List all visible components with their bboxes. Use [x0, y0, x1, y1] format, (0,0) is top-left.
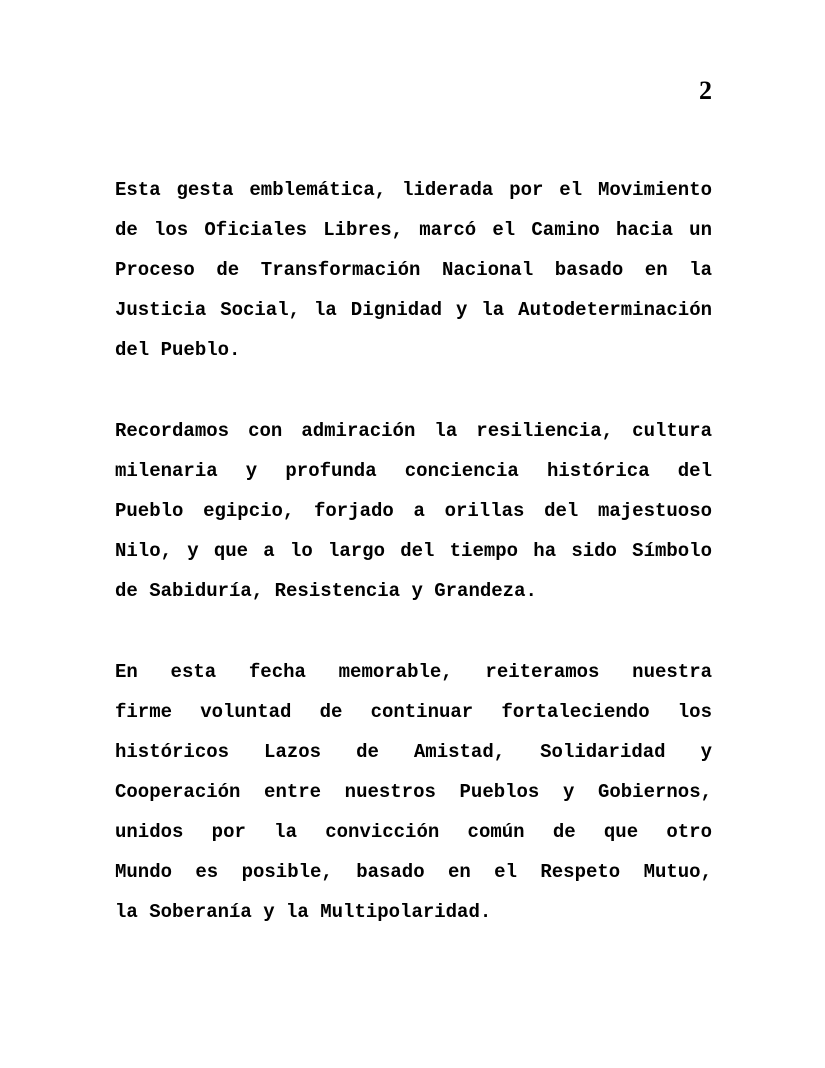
paragraph [115, 411, 712, 611]
text-line: del Pueblo. [115, 339, 241, 361]
text-line: Pueblo egipcio, forjado a orillas del majestuoso [115, 500, 712, 522]
text-line: la Soberanía y la Multipolaridad. [115, 901, 492, 923]
text-line: firme voluntad de continuar fortaleciendo los [115, 701, 712, 723]
page-number: 2 [699, 76, 712, 105]
text-line: Justicia Social, la Dignidad y la Autodeterminación [115, 299, 712, 321]
paragraph [115, 652, 712, 932]
text-line: Cooperación entre nuestros Pueblos y Gobiernos, [115, 781, 712, 803]
text-line: Recordamos con admiración la resiliencia, cultura [115, 420, 712, 442]
paragraph [115, 170, 712, 370]
text-line: Nilo, y que a lo largo del tiempo ha sido Símbolo [115, 540, 712, 562]
text-line: de los Oficiales Libres, marcó el Camino hacia un [115, 219, 712, 241]
document-body [115, 170, 712, 973]
text-line: de Sabiduría, Resistencia y Grandeza. [115, 580, 537, 602]
text-line: En esta fecha memorable, reiteramos nuestra [115, 661, 712, 683]
text-line: Esta gesta emblemática, liderada por el Movimiento [115, 179, 712, 201]
text-line: históricos Lazos de Amistad, Solidaridad y [115, 741, 712, 763]
text-line: unidos por la convicción común de que otro [115, 821, 712, 843]
text-line: Proceso de Transformación Nacional basado en la [115, 259, 712, 281]
text-line: milenaria y profunda conciencia histórica del [115, 460, 712, 482]
text-line: Mundo es posible, basado en el Respeto Mutuo, [115, 861, 712, 883]
